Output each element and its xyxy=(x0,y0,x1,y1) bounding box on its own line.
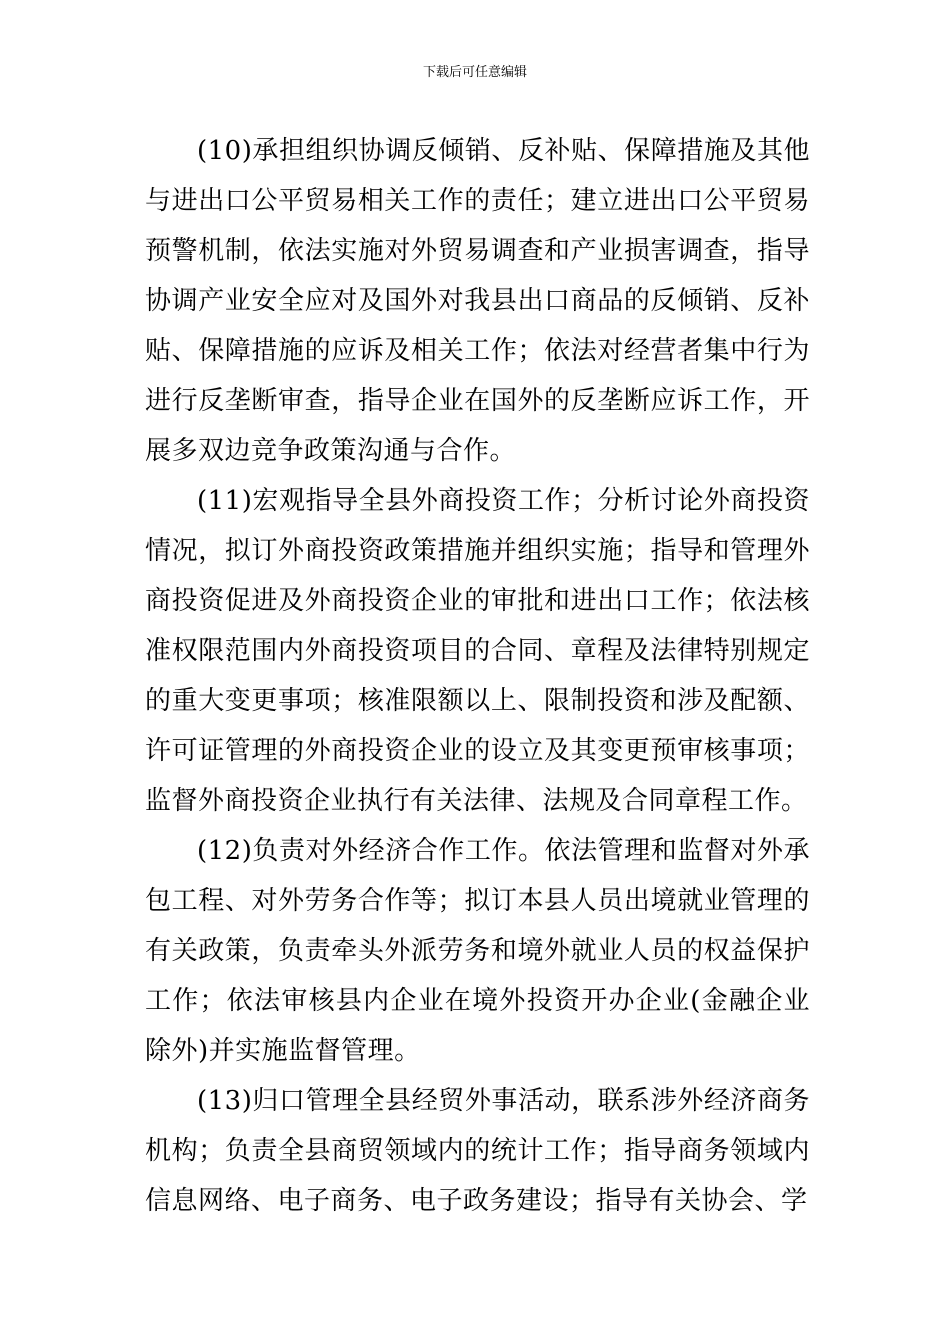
paragraph-10: (10)承担组织协调反倾销、反补贴、保障措施及其他与进出口公平贸易相关工作的责任；建立进出口公平贸易预警机制，依法实施对外贸易调查和产业损害调查，指导协调产业安全应对及国外对我县出口商品的反倾销、反补贴、保障措施的应诉及相关工作；依法对经营者集中行为进行反垄断审查，指导企业在国外的反垄断应诉工作，开展多双边竞争政策沟通与合作。 xyxy=(145,136,810,466)
paragraph-13: (13)归口管理全县经贸外事活动，联系涉外经济商务机构；负责全县商贸领域内的统计工作；指导商务领域内信息网络、电子商务、电子政务建设；指导有关协会、学 xyxy=(145,1086,810,1216)
page-header: 下载后可任意编辑 xyxy=(422,65,527,80)
paragraph-11: (11)宏观指导全县外商投资工作；分析讨论外商投资情况，拟订外商投资政策措施并组织实施；指导和管理外商投资促进及外商投资企业的审批和进出口工作；依法核准权限范围内外商投资项目的合同、章程及法律特别规定的重大变更事项；核准限额以上、限制投资和涉及配额、许可证管理的外商投资企业的设立及其变更预审核事项；监督外商投资企业执行有关法律、法规及合同章程工作。 xyxy=(145,486,810,816)
document-body xyxy=(145,126,810,1226)
paragraph-12: (12)负责对外经济合作工作。依法管理和监督对外承包工程、对外劳务合作等；拟订本县人员出境就业管理的有关政策，负责牵头外派劳务和境外就业人员的权益保护工作；依法审核县内企业在境外投资开办企业(金融企业除外)并实施监督管理。 xyxy=(145,836,810,1066)
